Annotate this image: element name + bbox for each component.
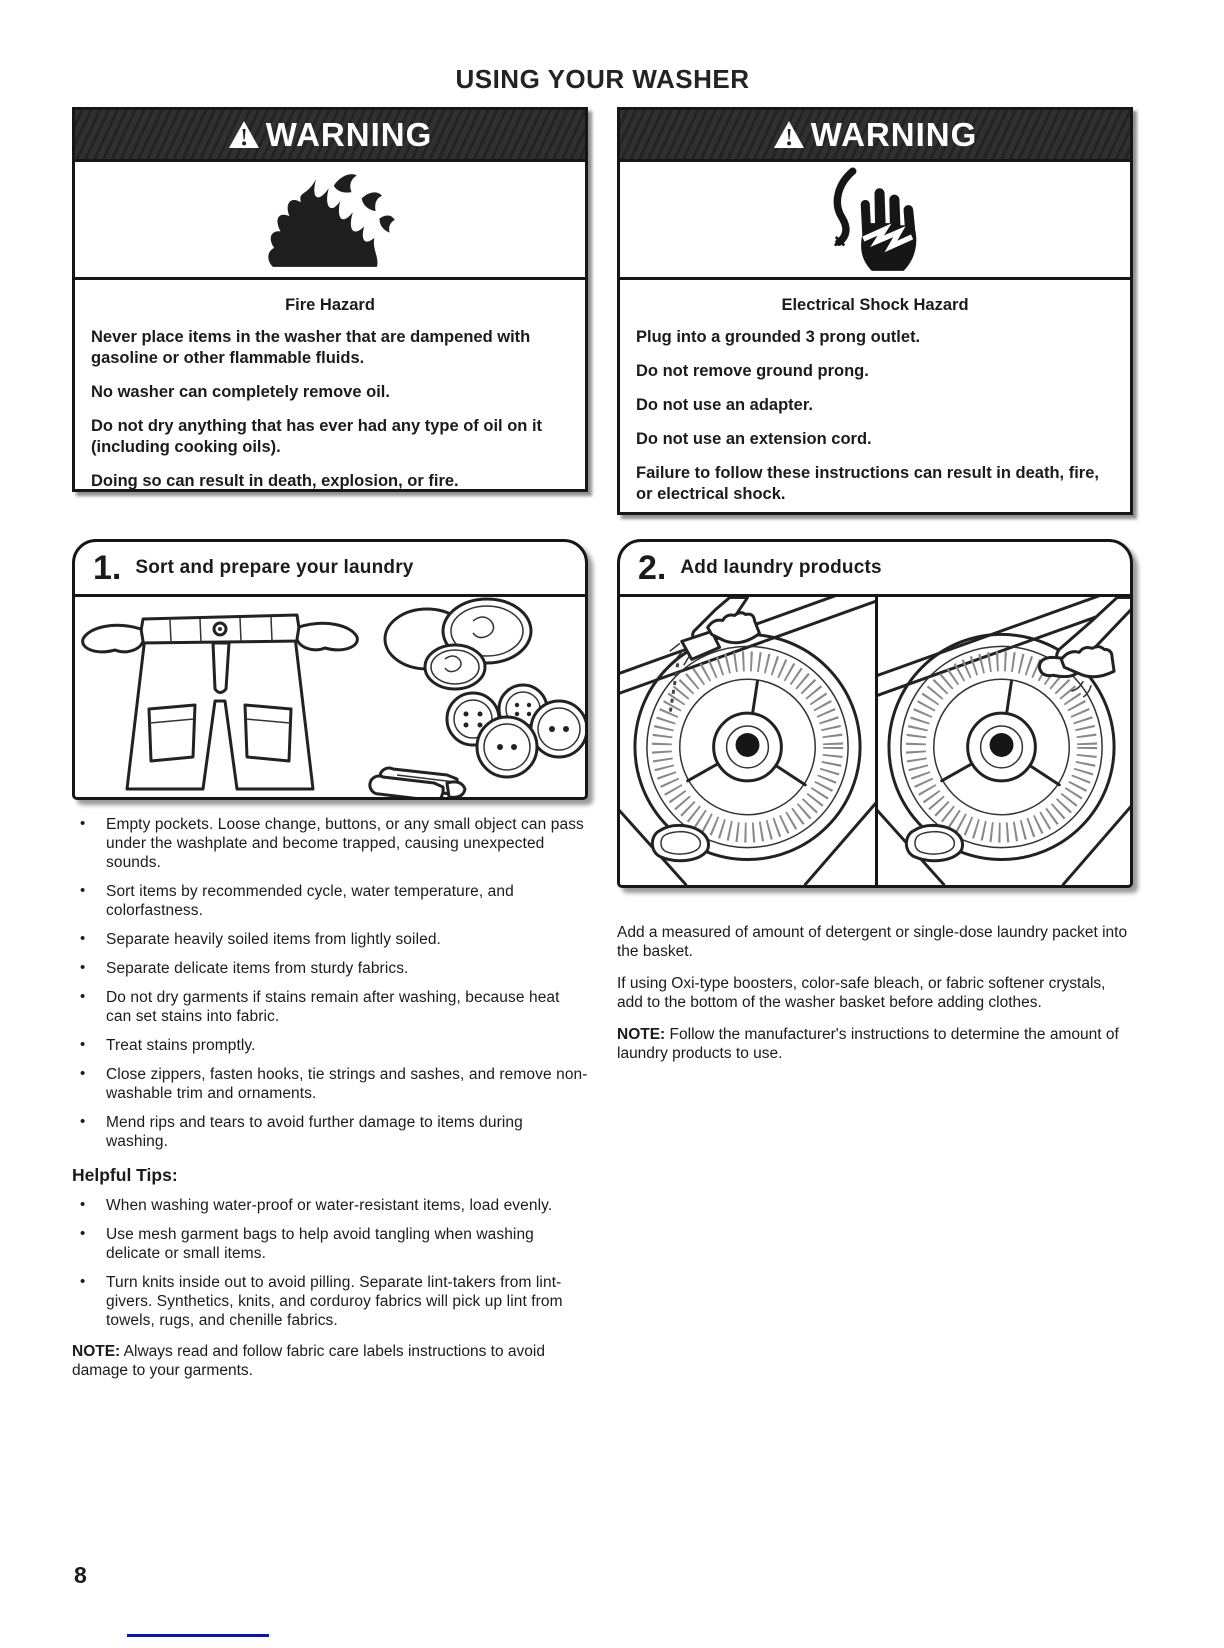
body-paragraph: If using Oxi-type boosters, color-safe bleach, or fabric softener crystals, add to the bottom of the washer basket before adding clothes. xyxy=(617,975,1106,1011)
hazard-title: Fire Hazard xyxy=(285,296,375,314)
drop-packet-panel xyxy=(875,597,1130,885)
warning-paragraph: Do not use an extension cord. xyxy=(636,430,872,448)
sort-laundry-illustration xyxy=(75,597,585,797)
note-text: Follow the manufacturer's instructions to determine the amount of laundry products to use. xyxy=(617,1026,1119,1062)
right-note xyxy=(617,1025,1133,1063)
add-products-text xyxy=(617,923,1133,1063)
electrical-warning-box xyxy=(617,107,1133,515)
warning-paragraph: Do not use an adapter. xyxy=(636,396,813,414)
fire-warning-box xyxy=(72,107,588,492)
page-content xyxy=(72,64,1133,1380)
left-column xyxy=(72,107,588,1380)
tip-item: • Use mesh garment bags to help avoid tangling when washing delicate or small items. xyxy=(72,1225,588,1263)
warning-header-band xyxy=(620,110,1130,162)
pour-detergent-panel xyxy=(620,597,875,885)
warning-header-band xyxy=(75,110,585,162)
right-column xyxy=(617,107,1133,1063)
warning-label: WARNING xyxy=(265,115,433,153)
step-title: Add laundry products xyxy=(680,557,882,578)
step-title: Sort and prepare your laundry xyxy=(135,557,414,578)
warning-paragraph: Never place items in the washer that are dampened with gasoline or other flammable fluids. xyxy=(91,328,531,367)
electrical-warning-paragraphs xyxy=(636,327,1114,505)
bullet-item: • Close zippers, fasten hooks, tie strings and sashes, and remove non-washable trim and ornaments. xyxy=(72,1065,588,1103)
warning-label: WARNING xyxy=(810,115,978,153)
bullet-item: • Separate delicate items from sturdy fabrics. xyxy=(72,959,588,978)
warning-paragraph: Plug into a grounded 3 prong outlet. xyxy=(636,328,921,346)
warning-paragraph: No washer can completely remove oil. xyxy=(91,383,390,401)
step-number: 2. xyxy=(638,548,667,587)
buttons-drawing xyxy=(447,685,585,777)
footer-line xyxy=(127,1634,269,1637)
coins-drawing xyxy=(385,599,531,689)
safety-pins-drawing xyxy=(370,768,465,797)
note-prefix: NOTE: xyxy=(72,1343,121,1360)
warning-paragraph: Failure to follow these instructions can result in death, fire, or electrical shock. xyxy=(636,464,1099,503)
two-column-layout xyxy=(72,107,1133,1380)
fire-warning-paragraphs xyxy=(91,327,569,492)
sort-bullet-list xyxy=(72,815,588,1151)
electrical-warning-body xyxy=(620,280,1130,505)
step-1-header xyxy=(75,542,585,597)
bullet-item: • Treat stains promptly. xyxy=(72,1036,588,1055)
note-text: Always read and follow fabric care labels instructions to avoid damage to your garments. xyxy=(72,1343,545,1379)
warning-paragraph: Do not dry anything that has ever had any type of oil on it (including cooking oils). xyxy=(91,417,543,456)
electrical-shock-hand-icon xyxy=(620,162,1130,280)
warning-paragraph: Doing so can result in death, explosion, or fire. xyxy=(91,472,459,490)
step-2-box xyxy=(617,539,1133,888)
left-note xyxy=(72,1342,588,1380)
tip-item: • When washing water-proof or water-resistant items, load evenly. xyxy=(72,1196,588,1215)
hazard-title: Electrical Shock Hazard xyxy=(781,296,969,314)
step-2-header xyxy=(620,542,1130,597)
bullet-item: • Mend rips and tears to avoid further damage to items during washing. xyxy=(72,1113,588,1151)
warning-triangle-icon xyxy=(773,120,805,150)
body-paragraph: Add a measured of amount of detergent or single-dose laundry packet into the basket. xyxy=(617,924,1128,960)
pants-drawing xyxy=(83,615,358,789)
tip-item: • Turn knits inside out to avoid pilling. Separate lint-takers from lint-givers. Synthetics, knits, and corduroy fabrics will pick up lint from towels, rugs, and chenille fabrics. xyxy=(72,1273,588,1330)
helpful-tips-list xyxy=(72,1196,588,1330)
step-number: 1. xyxy=(93,548,122,587)
fire-icon xyxy=(75,162,585,280)
fire-warning-body xyxy=(75,280,585,492)
step-1-box xyxy=(72,539,588,800)
warning-triangle-icon xyxy=(228,120,260,150)
bullet-item: • Empty pockets. Loose change, buttons, or any small object can pass under the washplate and become trapped, causing unexpected sounds. xyxy=(72,815,588,872)
page-number: 8 xyxy=(74,1562,87,1588)
bullet-item: • Sort items by recommended cycle, water temperature, and colorfastness. xyxy=(72,882,588,920)
add-products-illustration xyxy=(620,597,1130,885)
warning-paragraph: Do not remove ground prong. xyxy=(636,362,869,380)
helpful-tips-heading: Helpful Tips: xyxy=(72,1165,178,1185)
note-prefix: NOTE: xyxy=(617,1026,666,1043)
bullet-item: • Separate heavily soiled items from lightly soiled. xyxy=(72,930,588,949)
bullet-item: • Do not dry garments if stains remain after washing, because heat can set stains into fabric. xyxy=(72,988,588,1026)
page-title: USING YOUR WASHER xyxy=(455,64,750,94)
